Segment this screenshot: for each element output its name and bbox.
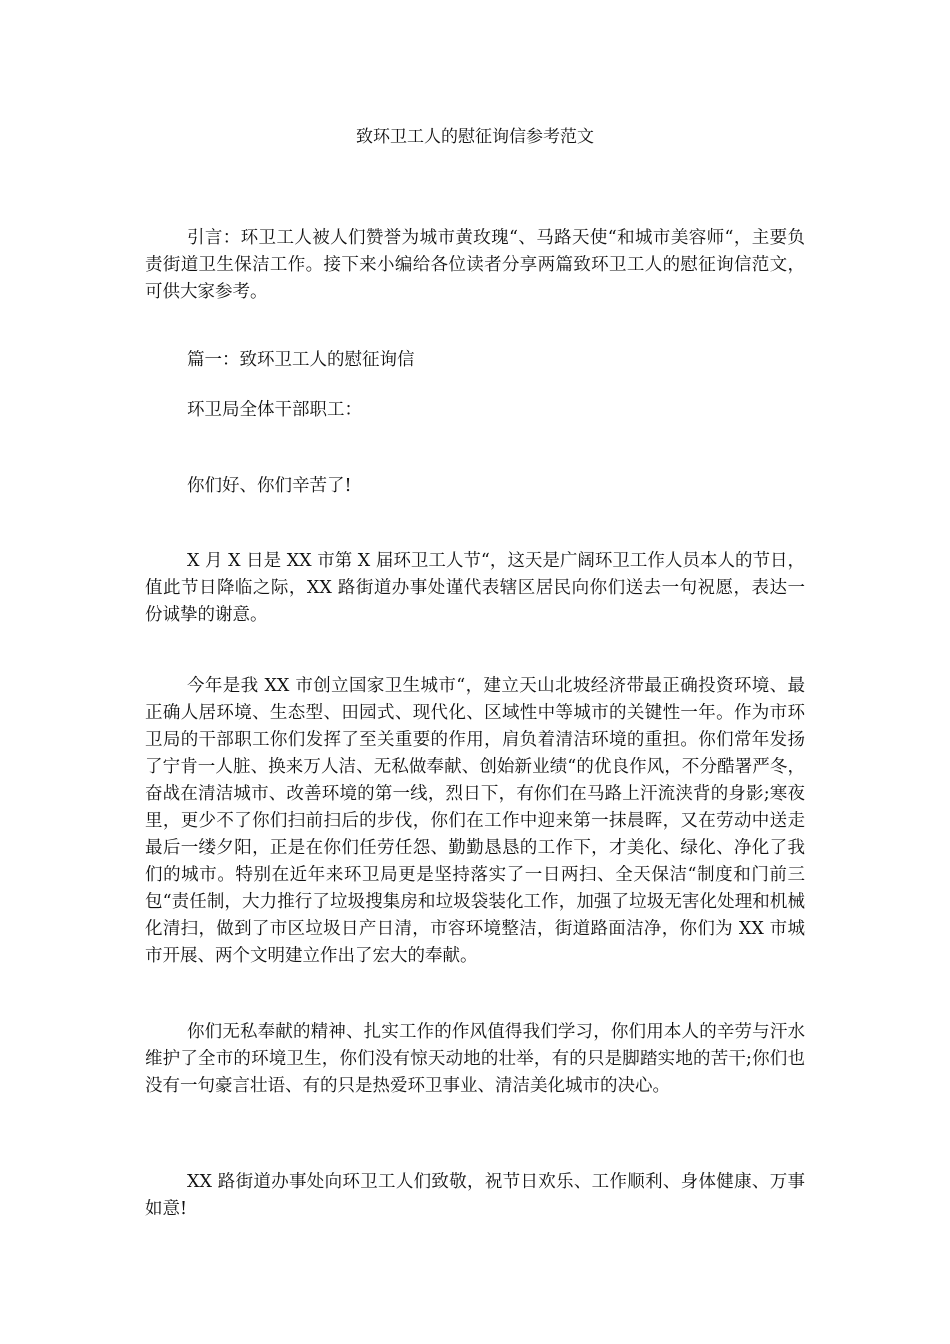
salutation: 环卫局全体干部职工：: [187, 400, 362, 420]
body-paragraph-2: 今年是我 XX 市创立国家卫生城市“，建立天山北坡经济带最正确投资环境、最正确人居环境、生态型、田园式、现代化、区域性中等城市的关键性一年。作为市环卫局的干部职工你们发挥了至关重要的作用，肩负着清洁环境的重担。你们常年发扬了宁肯一人脏、换来万人洁、无私做奉献、创始新业绩“的优良作风，不分酷署严冬，奋战在清洁城市、改善环境的第一线，烈日下，有你们在马路上汗流浃背的身影;寒夜里，更少不了你们扫前扫后的步伐，你们在工作中迎来第一抹晨晖，又在劳动中送走最后一缕夕阳，正是在你们任劳任怨、勤勤恳恳的工作下，才美化、绿化、净化了我们的城市。特别在近年来环卫局更是坚持落实了一日两扫、全天保洁“制度和门前三包“责任制，大力推行了垃圾搜集房和垃圾袋装化工作，加强了垃圾无害化处理和机械化清扫，做到了市区垃圾日产日清，市容环境整洁，街道路面洁净，你们为 XX 市城市开展、两个文明建立作出了宏大的奉献。: [145, 676, 805, 966]
intro-paragraph: 引言：环卫工人被人们赞誉为城市黄玫瑰“、马路天使“和城市美容师“，主要负责街道卫生保洁工作。接下来小编给各位读者分享两篇致环卫工人的慰征询信范文，可供大家参考。: [145, 228, 805, 302]
document-title: 致环卫工人的慰征询信参考范文: [356, 127, 594, 147]
section-heading: 篇一：致环卫工人的慰征询信: [187, 350, 415, 370]
body-paragraph-3: 你们无私奉献的精神、扎实工作的作风值得我们学习，你们用本人的辛劳与汗水维护了全市的环境卫生，你们没有惊天动地的壮举，有的只是脚踏实地的苦干;你们也没有一句豪言壮语、有的只是热爱环卫事业、清洁美化城市的决心。: [145, 1022, 805, 1096]
body-paragraph-1: X 月 X 日是 XX 市第 X 届环卫工人节“，这天是广阔环卫工作人员本人的节日，值此节日降临之际，XX 路街道办事处谨代表辖区居民向你们送去一句祝愿，表达一份诚挚的谢意。: [145, 551, 805, 625]
greeting: 你们好、你们辛苦了!: [187, 476, 352, 496]
body-paragraph-4: XX 路街道办事处向环卫工人们致敬，祝节日欢乐、工作顺利、身体健康、万事如意!: [145, 1172, 805, 1219]
